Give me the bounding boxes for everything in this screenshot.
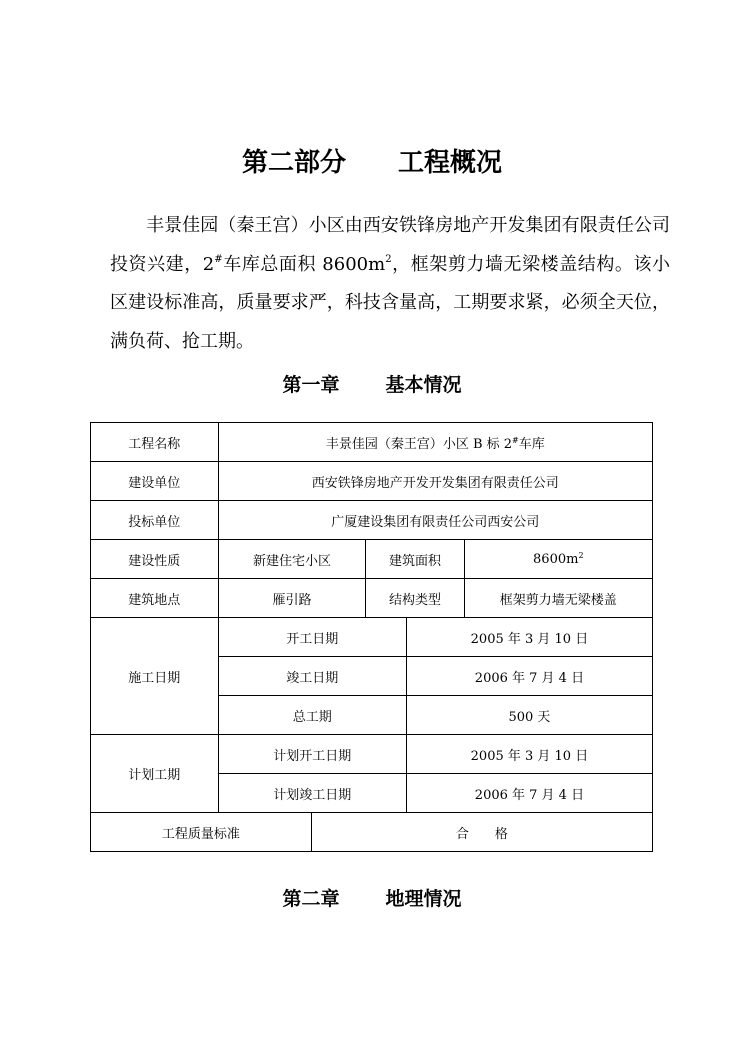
date-value-cell: 2006 年 7 月 4 日 <box>406 774 652 813</box>
structure-value: 框架剪力墙无梁楼盖 <box>464 579 652 618</box>
area-value <box>464 540 652 579</box>
table-row <box>91 423 653 462</box>
project-info-table <box>90 422 653 852</box>
sub-label-cell: 计划竣工日期 <box>218 774 406 813</box>
project-name-suffix: 车库 <box>518 436 545 452</box>
label-cell: 建设性质 <box>91 540 219 579</box>
bidder-value: 广厦建设集团有限责任公司西安公司 <box>218 501 652 540</box>
page-title <box>0 142 744 179</box>
date-value-cell: 2005 年 3 月 10 日 <box>406 735 652 774</box>
nature-value: 新建住宅小区 <box>218 540 366 579</box>
table-row <box>91 579 653 618</box>
construction-period-label: 施工日期 <box>91 618 219 735</box>
chapter-1-name: 基本情况 <box>385 374 462 396</box>
intro-text-3: ，框架剪力墙无梁楼盖结构。该小区建设标准高，质量要求严，科技含量高，工期要求紧，必须全天位，满负荷、抢工期。 <box>110 253 671 352</box>
label-cell: 工程名称 <box>91 423 219 462</box>
label-cell: 建筑地点 <box>91 579 219 618</box>
table-row <box>91 618 653 657</box>
construction-unit-value: 西安铁锋房地产开发开发集团有限责任公司 <box>218 462 652 501</box>
project-name-sup: # <box>512 435 519 445</box>
project-name-text: 丰景佳园（秦王宫）小区 B 标 2 <box>325 436 513 452</box>
quality-value: 合 格 <box>311 813 652 852</box>
chapter-2-name: 地理情况 <box>385 888 462 910</box>
intro-sup-2: 2 <box>385 253 392 265</box>
table-row <box>91 462 653 501</box>
sub-label-cell: 开工日期 <box>218 618 406 657</box>
page-title-part: 第二部分 <box>241 148 346 178</box>
intro-text-1: 丰景佳园（秦王宫）小区由西安铁锋房地产开发集团有限责任公司投资兴建，2 <box>110 215 670 275</box>
table-row <box>91 813 653 852</box>
sub-label-cell: 竣工日期 <box>218 657 406 696</box>
project-name-value <box>218 423 652 462</box>
chapter-1-number: 第一章 <box>282 374 340 396</box>
intro-text-2: 车库总面积 8600m <box>222 253 386 275</box>
page-title-name: 工程概况 <box>398 148 503 178</box>
area-value-text: 8600m <box>533 551 579 567</box>
area-sup: 2 <box>578 550 584 560</box>
sub-label-cell: 总工期 <box>218 696 406 735</box>
intro-paragraph <box>110 207 670 361</box>
structure-label: 结构类型 <box>366 579 464 618</box>
date-value-cell: 2006 年 7 月 4 日 <box>406 657 652 696</box>
chapter-heading-2 <box>0 884 744 911</box>
intro-sup: # <box>214 253 223 265</box>
date-value-cell: 2005 年 3 月 10 日 <box>406 618 652 657</box>
label-cell: 投标单位 <box>91 501 219 540</box>
quality-label: 工程质量标准 <box>91 813 312 852</box>
table-row <box>91 501 653 540</box>
location-value: 雁引路 <box>218 579 366 618</box>
duration-value-cell: 500 天 <box>406 696 652 735</box>
planned-period-label: 计划工期 <box>91 735 219 813</box>
label-cell: 建设单位 <box>91 462 219 501</box>
chapter-heading-1 <box>0 370 744 397</box>
table-row <box>91 540 653 579</box>
area-label: 建筑面积 <box>366 540 464 579</box>
chapter-2-number: 第二章 <box>282 888 340 910</box>
sub-label-cell: 计划开工日期 <box>218 735 406 774</box>
table-row <box>91 735 653 774</box>
